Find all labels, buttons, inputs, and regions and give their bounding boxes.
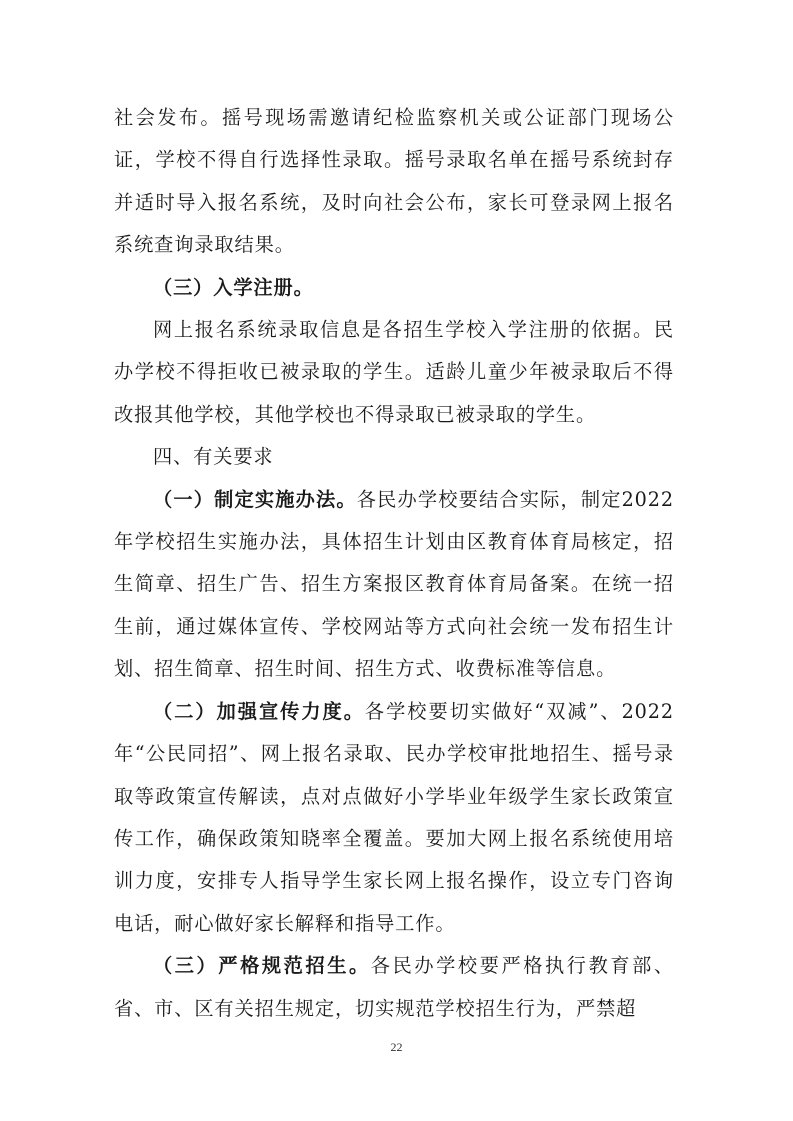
paragraph-lead: （三）严格规范招生。 [153,954,371,978]
paragraph-text: 各民办学校要结合实际，制定2022年学校招生实施办法，具体招生计划由区教育体育局核定，招生简章、招生广告、招生方案报区教育体育局备案。在统一招生前，通过媒体宣传、学校网站等方式向社会统一发布招生计划、招生简章、招生时间、招生方式、收费标准等信息。 [114,487,675,681]
paragraph-registration-basis [114,309,674,436]
paragraph-text: 各学校要切实做好“双减”、2022年“公民同招”、网上报名录取、民办学校审批地招生、摇号录取等政策宣传解读，点对点做好小学毕业年级学生家长政策宣传工作，确保政策知晓率全覆盖。要加大网上报名系统使用培训力度，安排专人指导学生家长网上报名操作，设立专门咨询电话，耐心做好家长解释和指导工作。 [114,699,675,935]
document-body [114,97,674,1030]
subheading-enrollment-registration [114,267,674,309]
paragraph-lottery-announcement [114,97,674,267]
section-heading-requirements [114,436,674,478]
paragraph-text: 网上报名系统录取信息是各招生学校入学注册的依据。民办学校不得拒收已被录取的学生。适龄儿童少年被录取后不得改报其他学校，其他学校也不得录取已被录取的学生。 [114,318,674,426]
section-heading-text: 四、有关要求 [153,445,274,469]
paragraph-text: 社会发布。摇号现场需邀请纪检监察机关或公证部门现场公证，学校不得自行选择性录取。摇号录取名单在摇号系统封存并适时导入报名系统，及时向社会公布，家长可登录网上报名系统查询录取结果。 [114,106,674,257]
paragraph-implementation-measures [114,479,674,691]
paragraph-publicity [114,691,674,945]
paragraph-lead: （一）制定实施办法。 [153,487,357,511]
page-number: 22 [390,1040,403,1054]
subheading-text: （三）入学注册。 [153,275,314,299]
paragraph-text: 各民办学校要严格执行教育部、省、市、区有关招生规定，切实规范学校招生行为，严禁超 [114,954,675,1020]
paragraph-lead: （二）加强宣传力度。 [153,699,365,723]
paragraph-standardize-enrollment [114,945,674,1030]
